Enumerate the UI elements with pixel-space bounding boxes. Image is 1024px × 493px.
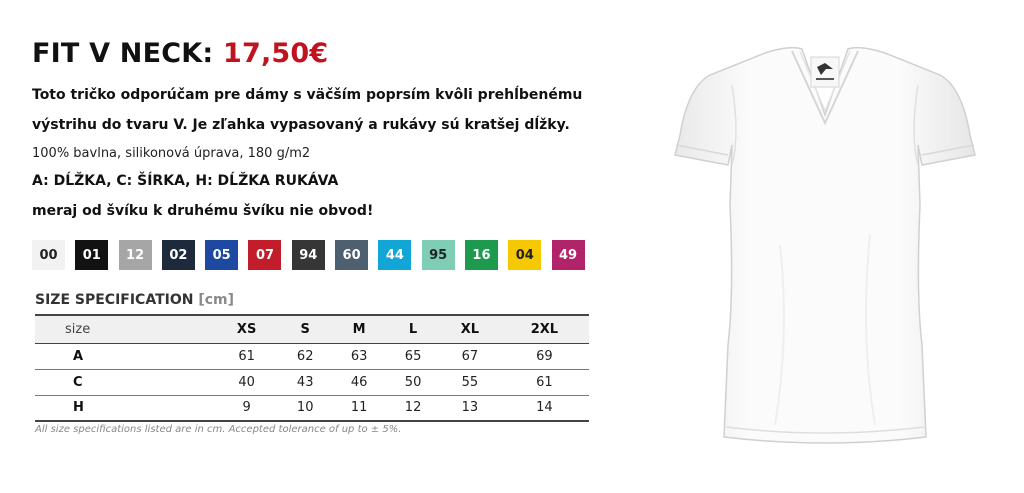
table-cell: 67 [440,343,500,369]
white-v-neck-tshirt-icon [670,45,980,445]
table-cell: 63 [332,343,386,369]
color-swatch-94[interactable]: 94 [292,240,325,270]
description-line-1: Toto tričko odporúčam pre dámy s väčším poprsím kvôli prehĺbenému [32,87,583,103]
size-spec-title: SIZE SPECIFICATION [35,292,194,308]
description-line-2: výstrihu do tvaru V. Je zľahka vypasovaný a rukávy sú kratšej dĺžky. [32,117,570,133]
measure-legend: A: DĹŽKA, C: ŠÍRKA, H: DĹŽKA RUKÁVA [32,173,339,189]
color-swatch-16[interactable]: 16 [465,240,498,270]
table-cell: 43 [278,369,332,395]
table-cell: 55 [440,369,500,395]
color-swatch-07[interactable]: 07 [248,240,281,270]
color-swatch-60[interactable]: 60 [335,240,368,270]
table-cell: 65 [386,343,440,369]
size-header-xl: XL [440,315,500,343]
table-cell: 14 [500,395,589,421]
size-header-s: S [278,315,332,343]
size-spec-heading [35,292,234,308]
row-label: C [35,369,215,395]
size-header-m: M [332,315,386,343]
color-swatches [32,240,595,270]
color-swatch-00[interactable]: 00 [32,240,65,270]
table-cell: 62 [278,343,332,369]
table-cell: 12 [386,395,440,421]
table-cell: 46 [332,369,386,395]
size-footnote: All size specifications listed are in cm. Accepted tolerance of up to ± 5%. [35,424,402,435]
color-swatch-01[interactable]: 01 [75,240,108,270]
row-label: A [35,343,215,369]
color-swatch-44[interactable]: 44 [378,240,411,270]
product-title [32,38,328,69]
color-swatch-05[interactable]: 05 [205,240,238,270]
measure-note: meraj od švíku k druhému švíku nie obvod! [32,203,374,219]
product-price: 17,50€ [223,38,329,69]
color-swatch-49[interactable]: 49 [552,240,585,270]
size-header-label: size [35,315,215,343]
table-row [35,369,589,395]
material-info: 100% bavlna, silikonová úprava, 180 g/m2 [32,146,311,161]
size-header-row [35,315,589,343]
row-label: H [35,395,215,421]
color-swatch-95[interactable]: 95 [422,240,455,270]
size-table-body [35,343,589,421]
table-row [35,395,589,421]
table-cell: 61 [215,343,278,369]
table-cell: 40 [215,369,278,395]
size-spec-unit: [cm] [198,292,235,308]
table-cell: 13 [440,395,500,421]
color-swatch-04[interactable]: 04 [508,240,541,270]
size-table [35,314,589,422]
table-cell: 11 [332,395,386,421]
size-header-2xl: 2XL [500,315,589,343]
table-cell: 10 [278,395,332,421]
color-swatch-12[interactable]: 12 [119,240,152,270]
table-cell: 50 [386,369,440,395]
table-cell: 9 [215,395,278,421]
product-name: FIT V NECK: [32,38,214,69]
size-header-xs: XS [215,315,278,343]
color-swatch-02[interactable]: 02 [162,240,195,270]
table-cell: 61 [500,369,589,395]
table-row [35,343,589,369]
table-cell: 69 [500,343,589,369]
size-header-l: L [386,315,440,343]
